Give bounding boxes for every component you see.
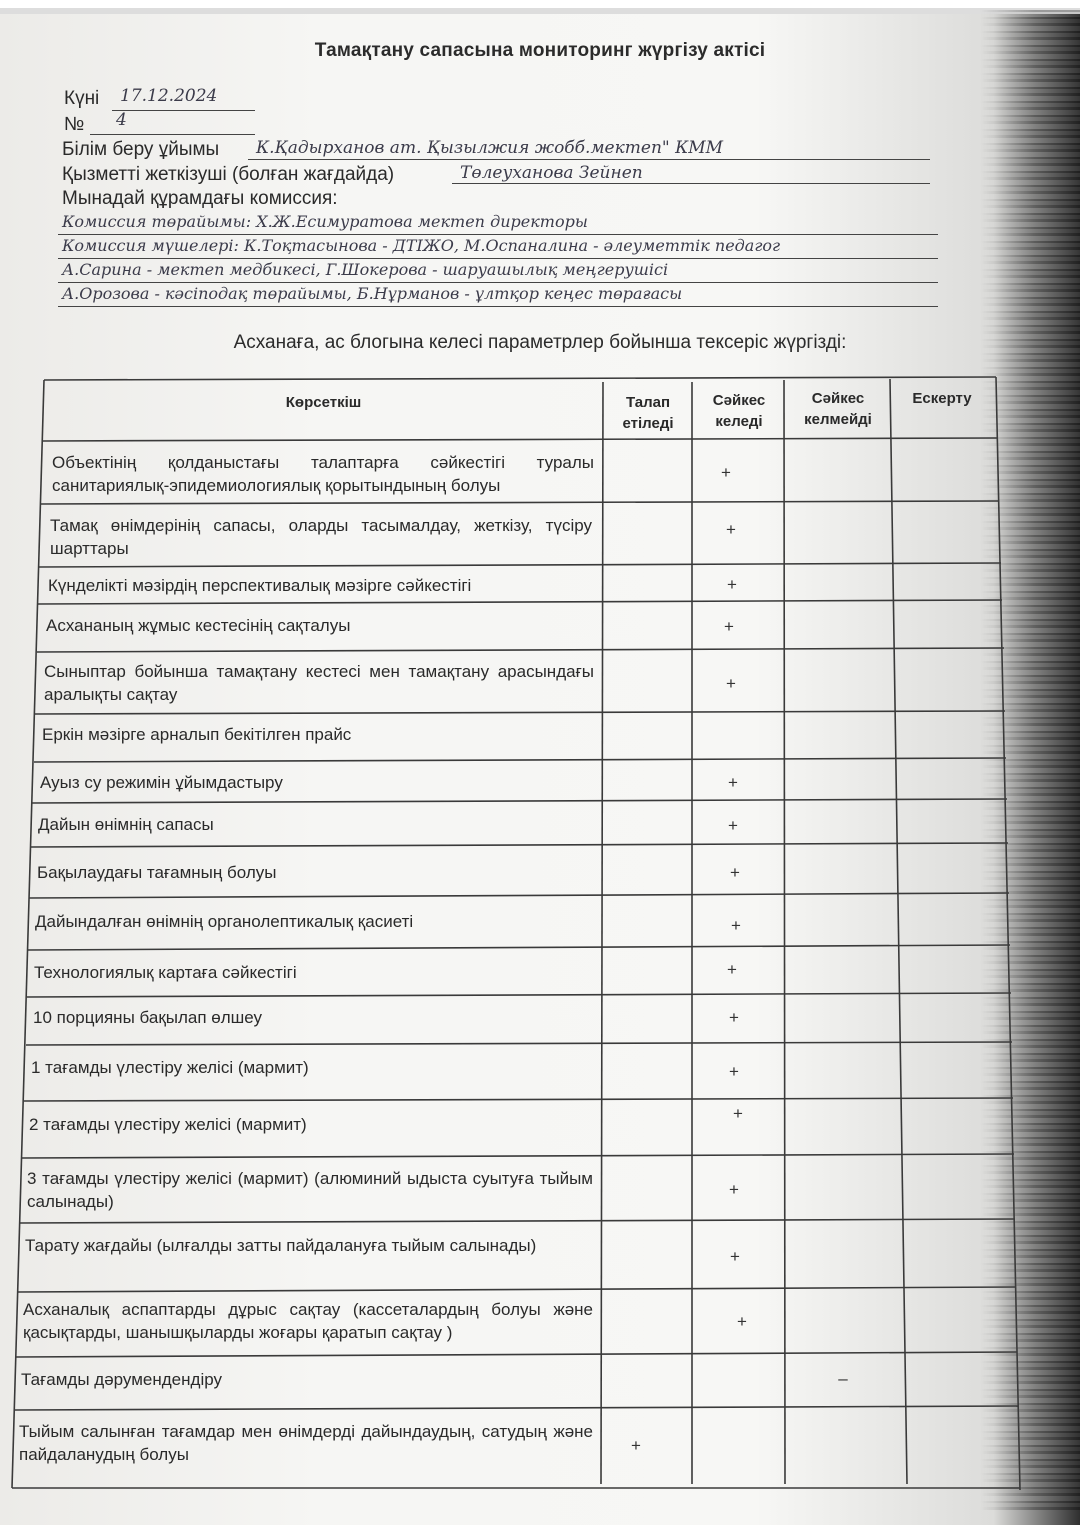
commission-label: Мынадай құрамдағы комиссия: bbox=[62, 188, 338, 209]
commission-underline-3 bbox=[58, 282, 938, 283]
supplier-label: Қызметті жеткізуші (болған жағдайда) bbox=[62, 164, 395, 185]
commission-underline-2 bbox=[58, 258, 938, 259]
table-row-19-indicator: Тыйым салынған тағамдар мен өнімдерді дайындаудың, сатудың және пайдаланудың болуы bbox=[19, 1422, 593, 1464]
commission-line-4: А.Орозова - кәсіподақ төрайымы, Б.Нұрманов - ұлтқор кеңес төрағасы bbox=[62, 284, 683, 303]
commission-line-1: Комиссия төрайымы: Х.Ж.Есимуратова мектеп директоры bbox=[62, 212, 588, 231]
table-row-1-compliant-mark: + bbox=[721, 463, 731, 482]
table-row-11-indicator: Технологиялық картаға сәйкестігі bbox=[34, 963, 297, 982]
table-row-16-compliant-mark: + bbox=[730, 1247, 740, 1266]
commission-underline-4 bbox=[58, 306, 938, 307]
table-row-18-noncompliant-mark: – bbox=[838, 1369, 848, 1388]
table-row-16-indicator: Тарату жағдайы (ылғалды затты пайдалануға тыйым салынады) bbox=[25, 1236, 537, 1255]
header-indicator: Көрсеткіш bbox=[285, 394, 362, 411]
table-row-4-compliant-mark: + bbox=[724, 617, 734, 636]
table-row-2-indicator: Тамақ өнімдерінің сапасы, оларды тасымалдау, жеткізу, түсіру шарттары bbox=[50, 516, 592, 558]
header-compliant: Сәйкес келеді bbox=[712, 392, 766, 430]
commission-line-3: А.Сарина - мектеп медбикесі, Г.Шокерова - шаруашылық меңгерушісі bbox=[62, 260, 669, 279]
number-value: 4 bbox=[116, 110, 127, 130]
table-row-8-indicator: Дайын өнімнің сапасы bbox=[38, 815, 214, 834]
top-margin bbox=[0, 0, 1080, 8]
inspection-subtitle: Асханаға, ас блогына келесі параметрлер бойынша тексеріс жүргізді: bbox=[233, 332, 847, 353]
table-row-3-compliant-mark: + bbox=[727, 575, 737, 594]
table-row-5-indicator: Сыныптар бойынша тамақтану кестесі мен тамақтану арасындағы аралықты сақтау bbox=[44, 662, 594, 704]
date-value: 17.12.2024 bbox=[120, 86, 218, 106]
top-margin-shadow bbox=[0, 8, 1080, 14]
table-row-2-compliant-mark: + bbox=[726, 520, 736, 539]
number-underline bbox=[90, 134, 255, 135]
supplier-underline bbox=[452, 183, 930, 184]
table-row-13-compliant-mark: + bbox=[729, 1062, 739, 1081]
org-underline bbox=[248, 159, 930, 160]
table-row-5-compliant-mark: + bbox=[726, 674, 736, 693]
table-row-11-compliant-mark: + bbox=[727, 960, 737, 979]
table-row-12-compliant-mark: + bbox=[729, 1008, 739, 1027]
header-note: Ескерту bbox=[912, 390, 972, 407]
table-row-10-compliant-mark: + bbox=[731, 916, 741, 935]
document-title: Тамақтану сапасына мониторинг жүргізу актісі bbox=[314, 40, 766, 61]
table-row-18-indicator: Тағамды дәрумендендіру bbox=[21, 1370, 222, 1389]
table-row-7-compliant-mark: + bbox=[728, 773, 738, 792]
table-row-13-indicator: 1 тағамды үлестіру желісі (мармит) bbox=[31, 1058, 309, 1077]
table-row-15-indicator: 3 тағамды үлестіру желісі (мармит) (алюминий ыдыста суытуға тыйым салынады) bbox=[27, 1169, 593, 1211]
table-row-17-indicator: Асханалық аспаптарды дұрыс сақтау (кассеталардың болуы және қасықтарды, шанышқыларды жоғары қаратып сақтау ) bbox=[23, 1300, 593, 1342]
table-row-9-compliant-mark: + bbox=[730, 863, 740, 882]
table-row-7-indicator: Ауыз су режимін ұйымдастыру bbox=[40, 773, 283, 792]
table-row-4-indicator: Асхананың жұмыс кестесінің сақталуы bbox=[46, 616, 351, 635]
table-row-6-indicator: Еркін мәзірге арналып бекітілген прайс bbox=[42, 725, 352, 744]
date-underline bbox=[112, 110, 255, 111]
table-row-10-indicator: Дайындалған өнімнің органолептикалық қасиеті bbox=[35, 912, 414, 931]
table-row-14-indicator: 2 тағамды үлестіру желісі (мармит) bbox=[29, 1115, 307, 1134]
commission-line-2: Комиссия мүшелері: К.Тоқтасынова - ДТІЖО, М.Оспаналина - әлеуметтік педагог bbox=[62, 236, 781, 255]
table-row-19-required-mark: + bbox=[631, 1436, 641, 1455]
number-label: № bbox=[64, 114, 85, 135]
supplier-value: Төлеуханова Зейнеп bbox=[460, 163, 643, 183]
table-row-1-indicator: Объектінің қолданыстағы талаптарға сәйкестігі туралы санитариялық-эпидемиологиялық қорытындының болуы bbox=[52, 453, 594, 495]
table-row-3-indicator: Күнделікті мәзірдің перспективалық мәзірге сәйкестігі bbox=[48, 576, 472, 595]
table-row-9-indicator: Бақылаудағы тағамның болуы bbox=[37, 863, 277, 882]
header-noncompliant: Сәйкес келмейді bbox=[804, 390, 872, 428]
table-row-14-compliant-mark: + bbox=[733, 1104, 743, 1123]
table-row-12-indicator: 10 порцияны бақылап өлшеу bbox=[33, 1008, 263, 1027]
date-label: Күні bbox=[64, 88, 100, 109]
table-row-8-compliant-mark: + bbox=[728, 816, 738, 835]
header-required: Талап етіледі bbox=[622, 394, 674, 432]
org-label: Білім беру ұйымы bbox=[62, 139, 220, 160]
org-value: К.Қадырханов ат. Қызылжия жобб.мектеп" КММ bbox=[256, 138, 724, 158]
commission-underline-1 bbox=[58, 234, 938, 235]
scan-edge-shadow bbox=[980, 10, 1080, 1510]
table-row-15-compliant-mark: + bbox=[729, 1180, 739, 1199]
table-row-17-compliant-mark: + bbox=[737, 1312, 747, 1331]
